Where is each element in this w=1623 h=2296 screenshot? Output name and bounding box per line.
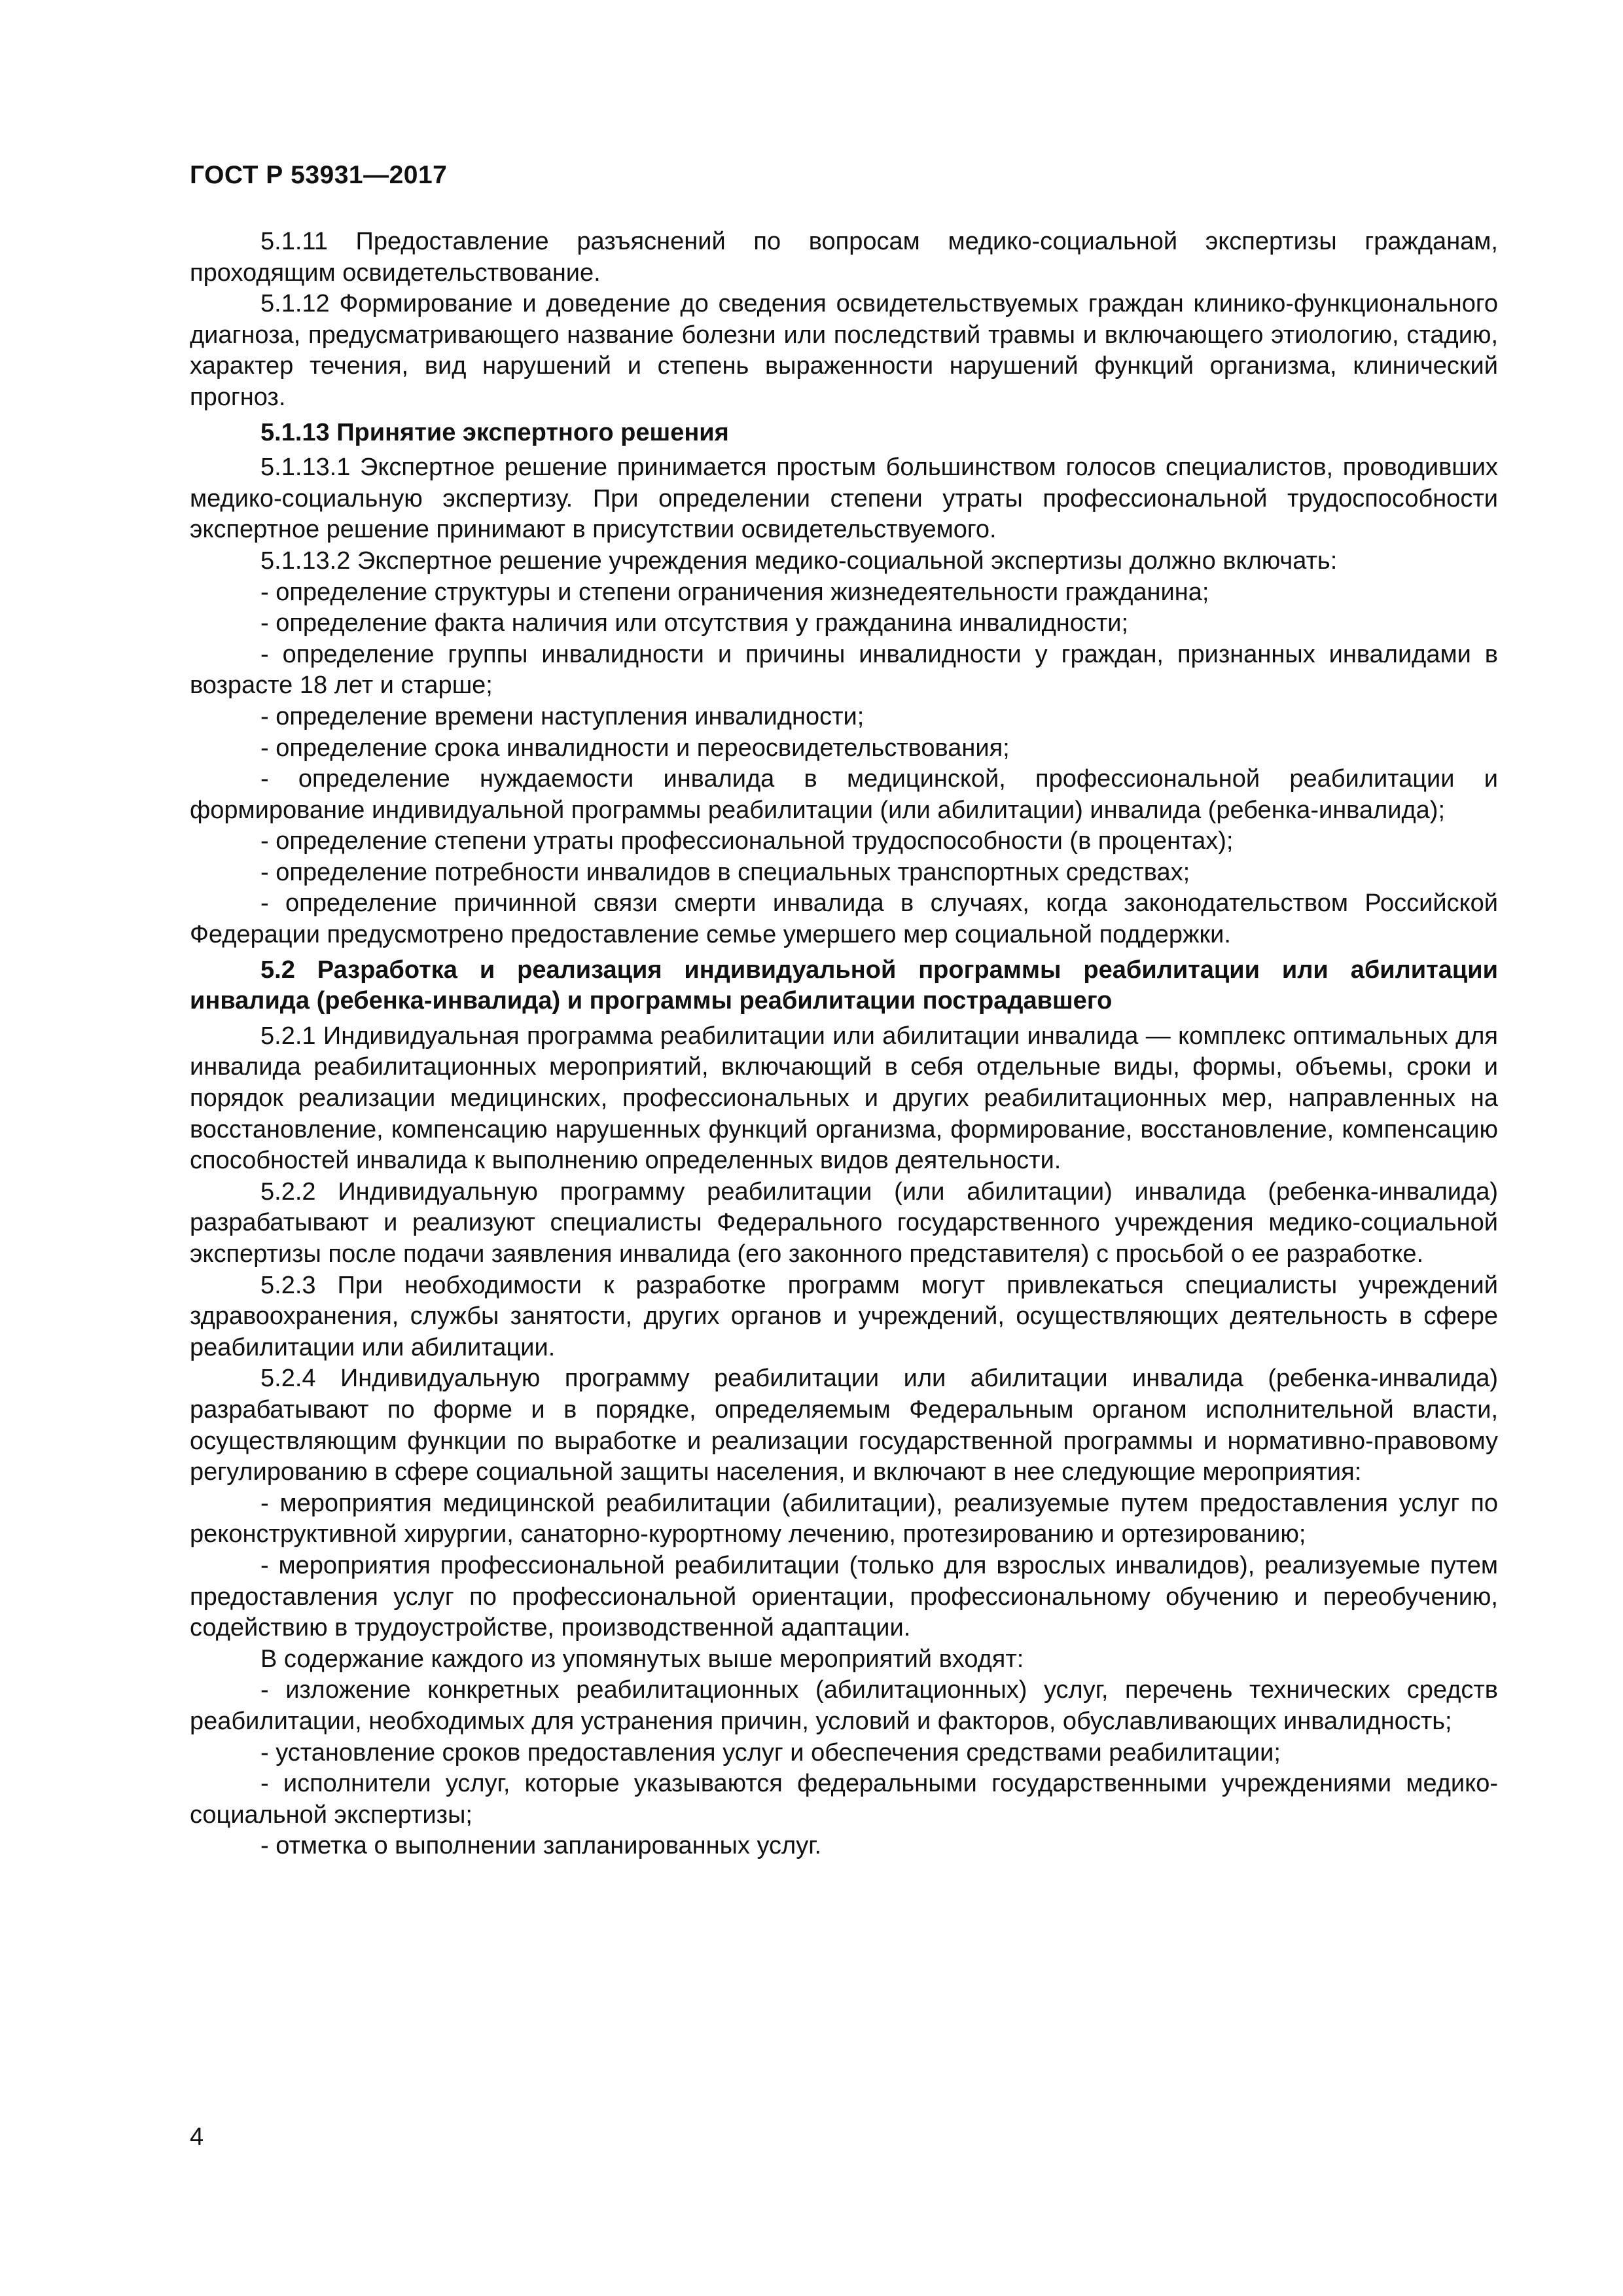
section-heading-5-1-13: 5.1.13 Принятие экспертного решения bbox=[260, 418, 729, 446]
list-item: - определение нуждаемости инвалида в медицинской, профессиональной реабилитации и формирование индивидуальной программы реабилитации (или абилитации) инвалида (ребенка-инвалида); bbox=[190, 765, 1498, 824]
document-body bbox=[190, 226, 1498, 1862]
list-item: - определение структуры и степени ограничения жизнедеятельности гражданина; bbox=[260, 578, 1209, 606]
list-item: - мероприятия медицинской реабилитации (абилитации), реализуемые путем предоставления услуг по реконструктивной хирургии, санаторно-курортному лечению, протезированию и ортезированию; bbox=[190, 1489, 1498, 1549]
paragraph-5-1-13-1: 5.1.13.1 Экспертное решение принимается простым большинством голосов специалистов, проводивших медико-социальную экспертизу. При определении степени утраты профессиональной трудоспособности экспертное решение принимают в присутствии освидетельствуемого. bbox=[190, 454, 1498, 544]
list-item: - определение факта наличия или отсутствия у гражданина инвалидности; bbox=[260, 609, 1129, 637]
list-item: - определение степени утраты профессиональной трудоспособности (в процентах); bbox=[260, 827, 1234, 855]
paragraph-5-2-4: 5.2.4 Индивидуальную программу реабилитации или абилитации инвалида (ребенка-инвалида) разрабатывают по форме и в порядке, определяемым Федеральным органом исполнительной власти, осуществляющим функции по выработке и реализации государственной программы и нормативно-правовому регулированию в сфере социальной защиты населения, и включают в нее следующие мероприятия: bbox=[190, 1365, 1498, 1486]
paragraph-5-2-3: 5.2.3 При необходимости к разработке программ могут привлекаться специалисты учреждений здравоохранения, службы занятости, других органов и учреждений, осуществляющих деятельность в сфере реабилитации или абилитации. bbox=[190, 1271, 1498, 1361]
list-item: - определение причинной связи смерти инвалида в случаях, когда законодательством Российской Федерации предусмотрено предоставление семье умершего мер социальной поддержки. bbox=[190, 889, 1498, 949]
paragraph-contents-intro: В содержание каждого из упомянутых выше мероприятий входят: bbox=[260, 1645, 1024, 1673]
paragraph-5-1-12: 5.1.12 Формирование и доведение до сведения освидетельствуемых граждан клинико-функционального диагноза, предусматривающего название болезни или последствий травмы и включающего этиологию, стадию, характер течения, вид нарушений и степень выраженности нарушений функций организма, клинический прогноз. bbox=[190, 290, 1498, 411]
paragraph-5-1-13-2: 5.1.13.2 Экспертное решение учреждения медико-социальной экспертизы должно включать: bbox=[260, 547, 1338, 575]
list-item: - изложение конкретных реабилитационных (абилитационных) услуг, перечень технических средств реабилитации, необходимых для устранения причин, условий и факторов, обуславливающих инвалидность; bbox=[190, 1676, 1498, 1735]
list-item: - установление сроков предоставления услуг и обеспечения средствами реабилитации; bbox=[260, 1738, 1281, 1767]
list-item: - определение срока инвалидности и переосвидетельствования; bbox=[260, 734, 1010, 762]
list-item: - отметка о выполнении запланированных услуг. bbox=[260, 1832, 822, 1860]
page-number: 4 bbox=[190, 2123, 204, 2151]
document-code-header: ГОСТ Р 53931—2017 bbox=[190, 161, 448, 189]
list-item: - мероприятия профессиональной реабилитации (только для взрослых инвалидов), реализуемые путем предоставления услуг по профессиональной ориентации, профессиональному обучению и переобучению, содействию в трудоустройстве, производственной адаптации. bbox=[190, 1551, 1498, 1642]
paragraph-5-2-2: 5.2.2 Индивидуальную программу реабилитации (или абилитации) инвалида (ребенка-инвалида) разрабатывают и реализуют специалисты Федерального государственного учреждения медико-социальной экспертизы после подачи заявления инвалида (его законного представителя) с просьбой о ее разработке. bbox=[190, 1177, 1498, 1268]
list-item: - исполнители услуг, которые указываются федеральными государственными учреждениями медико-социальной экспертизы; bbox=[190, 1770, 1498, 1829]
list-item: - определение времени наступления инвалидности; bbox=[260, 702, 865, 730]
list-item: - определение потребности инвалидов в специальных транспортных средствах; bbox=[260, 858, 1190, 886]
section-heading-5-2: 5.2 Разработка и реализация индивидуальной программы реабилитации или абилитации инвалида (ребенка-инвалида) и программы реабилитации пострадавшего bbox=[190, 956, 1498, 1015]
list-item: - определение группы инвалидности и причины инвалидности у граждан, признанных инвалидами в возрасте 18 лет и старше; bbox=[190, 640, 1498, 700]
paragraph-5-1-11: 5.1.11 Предоставление разъяснений по вопросам медико-социальной экспертизы гражданам, проходящим освидетельствование. bbox=[190, 228, 1498, 287]
paragraph-5-2-1: 5.2.1 Индивидуальная программа реабилитации или абилитации инвалида — комплекс оптимальных для инвалида реабилитационных мероприятий, включающий в себя отдельные виды, формы, объемы, сроки и порядок реализации медицинских, профессиональных и других реабилитационных мер, направленных на восстановление, компенсацию нарушенных функций организма, формирование, восстановление, компенсацию способностей инвалида к выполнению определенных видов деятельности. bbox=[190, 1022, 1498, 1175]
